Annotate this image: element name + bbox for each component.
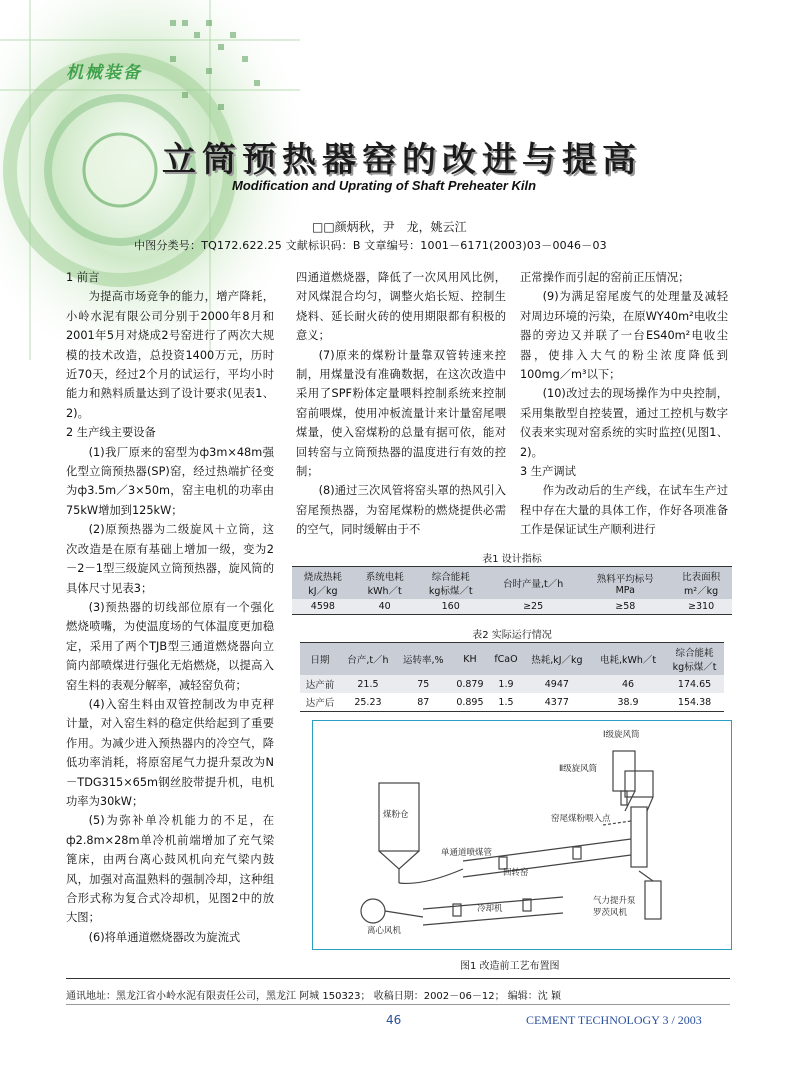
paragraph: (4)入窑生料由双管控制改为申克秤计量，对入窑生料的稳定供给起到了重要作用。为减少进入预热器内的冷空气，降低功率消耗，将原窑尾气力提升泵改为N－TDG315×65m钢丝胶带提升机，电机功率为30kW； xyxy=(66,697,274,808)
table-header: 运转率,% xyxy=(403,655,444,666)
table-header: 热耗,kJ／kg xyxy=(531,655,583,666)
table-header: 台产,t／h xyxy=(347,655,389,666)
heading-intro: 1 前言 xyxy=(66,271,100,284)
label-inlet-point: 窑尾煤粉喂入点 xyxy=(551,814,611,824)
table-header: fCaO xyxy=(494,653,518,665)
paragraph: (7)原来的煤粉计量靠双管转速来控制，用煤量没有准确数据，在这次改造中采用了SPF粉体定量喂料控制系统来控制窑前喂煤，使用冲板流量计来计量窑尾喂煤量，使入窑煤粉的总量有据可依，能对回转窑与立筒预热器的温度进行有效的控制； xyxy=(296,348,506,479)
table-cell: 174.65 xyxy=(677,678,712,690)
paragraph: (10)改过去的现场操作为中央控制，采用集散型自控装置，通过工控机与数字仪表来实现对窑系统的实时监控(见图1、2)。 xyxy=(520,387,728,459)
heading-equipment: 2 生产线主要设备 xyxy=(66,426,156,440)
footnote: 通讯地址：黑龙江省小岭水泥有限责任公司，黑龙江 阿城 150323； 收稿日期：2002－06－12； 编辑：沈 颖 xyxy=(66,991,561,1002)
table-header: KH xyxy=(463,653,477,665)
paragraph: 作为改动后的生产线，在试车生产过程中存在大量的具体工作，作好各项准备工作是保证试生产顺利进行 xyxy=(520,484,728,537)
paragraph: 正常操作而引起的窑前正压情况； xyxy=(520,271,690,284)
label-fan: 离心风机 xyxy=(367,926,402,936)
paragraph: (9)为满足窑尾废气的处理量及减轻对周边环境的污染，在原WY40m²电收尘器的旁边又并联了一台ES40m²电收尘器，使排入大气的粉尘浓度降低到100mg／m³以下； xyxy=(520,290,728,382)
table-cell: 75 xyxy=(417,678,430,690)
paragraph: (8)通过三次风管将窑头罩的热风引入窑尾预热器，为窑尾煤粉的燃烧提供必需的空气，同时缓解由于不 xyxy=(296,484,506,537)
shaft-preheater xyxy=(631,807,647,867)
label-coal-bin: 煤粉仓 xyxy=(383,810,409,820)
text-column-1 xyxy=(66,268,274,947)
table-header: 比表面积 m²／kg xyxy=(682,572,721,597)
table-cell: 4598 xyxy=(310,601,335,612)
table-cell: 154.38 xyxy=(677,696,712,708)
footnote-rule xyxy=(66,978,730,979)
text-column-3 xyxy=(520,268,728,540)
table-cell: 达产前 xyxy=(305,680,335,691)
table-header: 烧成热耗 kJ／kg xyxy=(303,572,342,597)
paragraph: (6)将单通道燃烧器改为旋流式 xyxy=(88,930,241,944)
table2-caption: 表2 实际运行情况 xyxy=(472,630,552,641)
table-header: 系统电耗 kWh／t xyxy=(365,572,404,597)
table-cell: 38.9 xyxy=(617,696,639,708)
process-diagram xyxy=(313,721,731,949)
centrifugal-fan xyxy=(361,899,385,923)
cyclone-2 xyxy=(625,771,653,797)
table-header: 电耗,kWh／t xyxy=(599,655,657,666)
label-cooler: 冷却机 xyxy=(477,904,503,914)
authors: □□颜炳秋，尹 龙，姚云江 xyxy=(312,220,467,234)
paragraph: (3)预热器的切线部位原有一个强化燃烧喷嘴，为使温度场的气体温度更加稳定，采用了两个TJB型三通道燃烧器向立筒内部喷煤进行强化无焰燃烧，以提高入窑生料的表观分解率，减轻窑负荷； xyxy=(66,600,274,692)
figure1-caption: 图1 改造前工艺布置图 xyxy=(460,961,560,972)
table-cell: 87 xyxy=(417,696,430,708)
table-header: 台时产量,t／h xyxy=(502,579,564,590)
table1-design-targets xyxy=(292,566,732,615)
label-roots: 罗茨风机 xyxy=(593,908,628,918)
table-cell: 4947 xyxy=(544,678,569,690)
table1-caption: 表1 设计指标 xyxy=(482,554,542,565)
table-cell: 46 xyxy=(621,678,635,690)
table-row xyxy=(292,599,732,615)
label-cyclone2: Ⅱ级旋风筒 xyxy=(559,764,598,774)
classification-meta: 中图分类号：TQ172.622.25 文献标识码：B 文章编号：1001－6171(2003)03－0046－03 xyxy=(134,239,607,252)
table-row xyxy=(300,693,724,712)
page-number: 46 xyxy=(386,1013,402,1027)
table-cell: 1.5 xyxy=(498,696,514,708)
table-row xyxy=(300,675,724,693)
pneumatic-pump xyxy=(645,881,661,919)
table-cell: 达产后 xyxy=(305,698,335,709)
table-header: 日期 xyxy=(310,655,330,666)
paragraph: 为提高市场竞争的能力，增产降耗，小岭水泥有限公司分别于2000年8月和2001年5月对烧成2号窑进行了两次大规模的技术改造，总投资1400万元，历时近70天，经过2个月的试运行，平均小时能力和熟料质量达到了设计要求(见表1、2)。 xyxy=(66,290,274,420)
label-cyclone1: Ⅰ级旋风筒 xyxy=(603,730,640,740)
article-title: 立筒预热器窑的改进与提高 xyxy=(162,140,642,180)
table-cell: 40 xyxy=(378,601,391,612)
table-cell: 25.23 xyxy=(354,696,382,708)
table-header: 综合能耗 kg标煤／t xyxy=(428,572,473,597)
table-cell: ≥25 xyxy=(523,601,544,612)
table-cell: ≥310 xyxy=(688,601,715,612)
rotary-kiln xyxy=(463,839,631,877)
table-header: 熟料平均标号 MPa xyxy=(596,573,654,596)
text-column-2 xyxy=(296,268,506,540)
burner-pipe xyxy=(399,869,463,883)
table-cell: 4377 xyxy=(544,696,569,708)
footer-rule xyxy=(66,1004,730,1005)
figure1-process-layout xyxy=(312,720,732,950)
table-cell: ≥58 xyxy=(615,601,636,612)
paragraph: (2)原预热器为二级旋风＋立筒，这次改造是在原有基础上增加一级，变为2－2－1型三级旋风立筒预热器，旋风筒的具体尺寸见表3； xyxy=(66,523,274,595)
journal-name: CEMENT TECHNOLOGY 3 / 2003 xyxy=(526,1013,702,1027)
table-cell: 21.5 xyxy=(357,678,379,690)
table-header: 综合能耗 kg标煤／t xyxy=(672,648,717,673)
table-cell: 0.879 xyxy=(456,678,484,690)
section-tag: 机械装备 xyxy=(66,63,142,83)
paragraph: (5)为弥补单冷机能力的不足，在ф2.8m×28m单冷机前端增加了充气梁篦床，由两台离心鼓风机向充气梁内鼓风，加强对高温熟料的强制冷却，这种组合形式称为复合式冷却机，见图2中的放大图； xyxy=(66,814,274,925)
heading-commissioning: 3 生产调试 xyxy=(520,465,576,479)
paragraph: 四通道燃烧器，降低了一次风用风比例，对风煤混合均匀，调整火焰长短、控制生烧料、延长耐火砖的使用期限都有积极的意义； xyxy=(296,271,506,343)
label-pump: 气力提升泵 xyxy=(593,896,636,906)
paragraph: (1)我厂原来的窑型为ф3m×48m强化型立筒预热器(SP)窑，经过热端扩径变为ф3.5m／3×50m，窑主电机的功率由75kW增加到125kW； xyxy=(66,445,274,517)
label-burner: 单通道喷煤管 xyxy=(441,848,493,858)
article-subtitle-english: Modification and Uprating of Shaft Preheater Kiln xyxy=(232,178,537,193)
table-cell: 160 xyxy=(441,601,460,612)
table-cell: 0.895 xyxy=(456,696,484,708)
table2-actual-operation xyxy=(300,642,724,712)
table-cell: 1.9 xyxy=(498,678,514,690)
label-kiln: 回转窑 xyxy=(503,868,529,878)
